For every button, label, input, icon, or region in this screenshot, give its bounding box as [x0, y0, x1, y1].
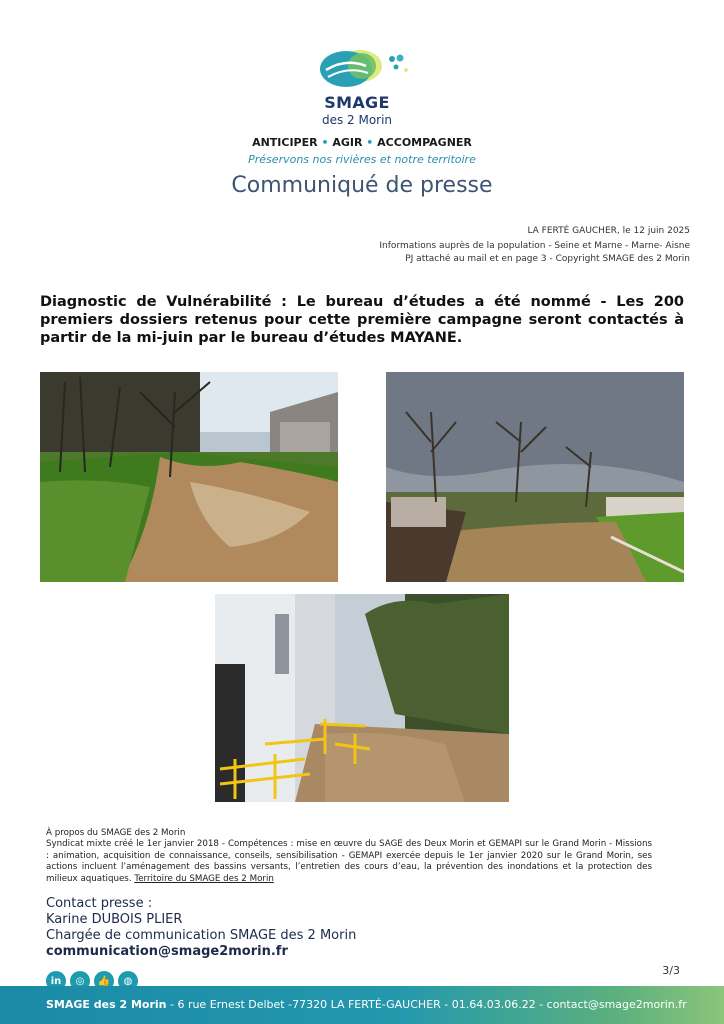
facebook-like-icon[interactable]: 👍: [94, 971, 114, 991]
flood-photo-river-park: [40, 372, 338, 582]
page-number: 3/3: [662, 964, 680, 977]
contact-name: Karine DUBOIS PLIER: [46, 912, 183, 927]
contact-label: Contact presse :: [46, 896, 153, 911]
website-globe-icon[interactable]: ◍: [118, 971, 138, 991]
contact-role: Chargée de communication SMAGE des 2 Morin: [46, 928, 357, 943]
about-body: Syndicat mixte créé le 1er janvier 2018 - Compétences : mise en œuvre du SAGE des Deux Morin et GEMAPI sur le Grand Morin - Missions : animation, acquisition de connaissance, conseils, sensibilisation - GEMAPI exercée depuis le 1er janvier 2020 sur le Grand Morin, ses actions incluent l’aménagement des bassins versants, l’entretien des cours d’eau, la prévention des inondations et la protection des milieux aquatiques.: [46, 839, 652, 884]
motto-word-2: AGIR: [332, 136, 363, 149]
motto-word-3: ACCOMPAGNER: [377, 136, 472, 149]
about-section: [46, 828, 652, 885]
page-title: Communiqué de presse: [231, 173, 493, 198]
footer-details: - 6 rue Ernest Delbet -77320 LA FERTÉ-GAUCHER - 01.64.03.06.22 - contact@smage2morin.fr: [166, 998, 687, 1011]
motto-separator: •: [366, 136, 374, 149]
logo-subtitle: des 2 Morin: [321, 113, 393, 127]
motto-separator: •: [321, 136, 329, 149]
about-heading: À propos du SMAGE des 2 Morin: [46, 828, 186, 838]
tagline: Préservons nos rivières et notre territoire: [248, 153, 476, 166]
contact-email[interactable]: communication@smage2morin.fr: [46, 944, 288, 959]
footer-org: SMAGE des 2 Morin: [46, 998, 167, 1011]
instagram-icon[interactable]: ◎: [70, 971, 90, 991]
headline: Diagnostic de Vulnérabilité : Le bureau d’études a été nommé - Les 200 premiers dossiers retenus pour cette première campagne seront contactés à partir de la mi-juin par le bureau d’études MAYANE.: [40, 294, 684, 346]
footer-bar: [0, 986, 724, 1024]
flood-photo-village-meadow: [386, 372, 684, 582]
smage-logo: [316, 44, 416, 128]
territory-link[interactable]: Territoire du SMAGE des 2 Morin: [134, 873, 274, 884]
logo-name: SMAGE: [324, 93, 390, 112]
motto-word-1: ANTICIPER: [252, 136, 318, 149]
logo-mark-icon: [316, 44, 416, 92]
motto: [0, 136, 724, 149]
flood-photo-street-barriers: [215, 594, 509, 802]
footer-text: [46, 998, 687, 1011]
about-body-wrap: [46, 839, 652, 885]
attachment-line: PJ attaché au mail et en page 3 - Copyright SMAGE des 2 Morin: [405, 254, 690, 264]
press-contact: [46, 896, 356, 960]
place-date: LA FERTÉ GAUCHER, le 12 juin 2025: [527, 226, 690, 236]
linkedin-icon[interactable]: in: [46, 971, 66, 991]
info-line: Informations auprès de la population - Seine et Marne - Marne- Aisne: [379, 241, 690, 251]
